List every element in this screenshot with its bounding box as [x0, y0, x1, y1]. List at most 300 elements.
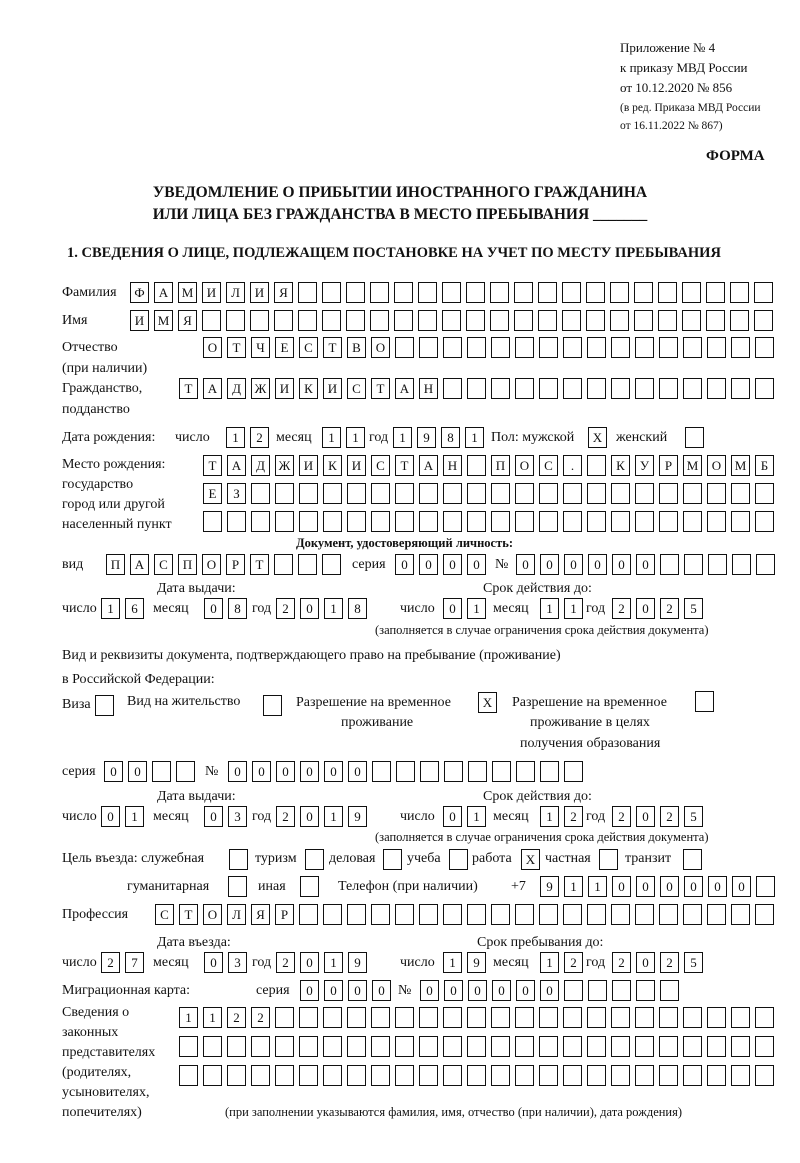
- cell[interactable]: [395, 483, 414, 504]
- cell[interactable]: Р: [275, 904, 294, 925]
- cell[interactable]: [683, 483, 702, 504]
- cell[interactable]: [563, 904, 582, 925]
- cell[interactable]: [418, 282, 437, 303]
- cell[interactable]: [251, 511, 270, 532]
- cell[interactable]: [443, 1036, 462, 1057]
- cell[interactable]: 0: [395, 554, 414, 575]
- cell[interactable]: [275, 1036, 294, 1057]
- cell[interactable]: [323, 511, 342, 532]
- cell[interactable]: [755, 337, 774, 358]
- cell[interactable]: [323, 483, 342, 504]
- residence-permit-checkbox[interactable]: [263, 695, 282, 716]
- cell[interactable]: А: [130, 554, 149, 575]
- cell[interactable]: [347, 483, 366, 504]
- cell[interactable]: [683, 1065, 702, 1086]
- cell[interactable]: А: [227, 455, 246, 476]
- cell[interactable]: [275, 483, 294, 504]
- cell[interactable]: 0: [128, 761, 147, 782]
- cell[interactable]: 0: [708, 876, 727, 897]
- cell[interactable]: С: [299, 337, 318, 358]
- cell[interactable]: [491, 904, 510, 925]
- cell[interactable]: [443, 378, 462, 399]
- cell[interactable]: [755, 904, 774, 925]
- cell[interactable]: 2: [660, 598, 679, 619]
- cell[interactable]: [274, 554, 293, 575]
- cell[interactable]: [347, 511, 366, 532]
- cell[interactable]: [515, 1007, 534, 1028]
- cell[interactable]: П: [491, 455, 510, 476]
- date-field[interactable]: [204, 598, 247, 619]
- cell[interactable]: 0: [443, 554, 462, 575]
- cell[interactable]: X: [478, 692, 497, 713]
- cell[interactable]: X: [521, 849, 540, 870]
- cell[interactable]: [695, 691, 714, 712]
- cell[interactable]: 9: [417, 427, 436, 448]
- cell[interactable]: [466, 310, 485, 331]
- cell[interactable]: О: [707, 455, 726, 476]
- surname-field[interactable]: [130, 282, 773, 303]
- cell[interactable]: Н: [443, 455, 462, 476]
- cell[interactable]: И: [347, 455, 366, 476]
- cell[interactable]: [418, 310, 437, 331]
- cell[interactable]: 2: [250, 427, 269, 448]
- cell[interactable]: М: [683, 455, 702, 476]
- cell[interactable]: 1: [346, 427, 365, 448]
- cell[interactable]: [152, 761, 171, 782]
- date-field[interactable]: [101, 952, 144, 973]
- cell[interactable]: Р: [659, 455, 678, 476]
- cell[interactable]: 0: [636, 952, 655, 973]
- cell[interactable]: 1: [540, 806, 559, 827]
- cell[interactable]: 1: [540, 952, 559, 973]
- cell[interactable]: [515, 511, 534, 532]
- cell[interactable]: [707, 1036, 726, 1057]
- cell[interactable]: [587, 337, 606, 358]
- cell[interactable]: [371, 483, 390, 504]
- cell[interactable]: 8: [441, 427, 460, 448]
- cell[interactable]: [347, 1065, 366, 1086]
- cell[interactable]: [658, 310, 677, 331]
- cell[interactable]: 0: [228, 761, 247, 782]
- cell[interactable]: [755, 483, 774, 504]
- birth-month-field[interactable]: [322, 427, 365, 448]
- date-field[interactable]: [540, 806, 583, 827]
- cell[interactable]: [756, 876, 775, 897]
- cell[interactable]: [515, 904, 534, 925]
- cell[interactable]: [539, 1065, 558, 1086]
- cell[interactable]: [611, 378, 630, 399]
- cell[interactable]: [515, 337, 534, 358]
- cell[interactable]: [420, 761, 439, 782]
- cell[interactable]: Л: [227, 904, 246, 925]
- sex-female-checkbox[interactable]: [685, 427, 704, 448]
- cell[interactable]: 0: [468, 980, 487, 1001]
- cell[interactable]: [371, 904, 390, 925]
- cell[interactable]: 0: [612, 554, 631, 575]
- cell[interactable]: 8: [348, 598, 367, 619]
- cell[interactable]: О: [371, 337, 390, 358]
- cell[interactable]: Я: [251, 904, 270, 925]
- cell[interactable]: П: [106, 554, 125, 575]
- cell[interactable]: У: [635, 455, 654, 476]
- cell[interactable]: [443, 1065, 462, 1086]
- cell[interactable]: [659, 1065, 678, 1086]
- date-field[interactable]: [540, 952, 583, 973]
- cell[interactable]: [395, 1036, 414, 1057]
- cell[interactable]: Т: [179, 904, 198, 925]
- cell[interactable]: А: [203, 378, 222, 399]
- cell[interactable]: [611, 904, 630, 925]
- cell[interactable]: [755, 378, 774, 399]
- cell[interactable]: [227, 1036, 246, 1057]
- birthplace-field-2[interactable]: [203, 483, 774, 504]
- cell[interactable]: [708, 554, 727, 575]
- purpose-tourism-checkbox[interactable]: [305, 849, 324, 870]
- cell[interactable]: 1: [467, 598, 486, 619]
- cell[interactable]: Д: [251, 455, 270, 476]
- cell[interactable]: 0: [348, 761, 367, 782]
- cell[interactable]: [395, 1065, 414, 1086]
- cell[interactable]: [274, 310, 293, 331]
- date-field[interactable]: [443, 598, 486, 619]
- cell[interactable]: И: [299, 455, 318, 476]
- cell[interactable]: 2: [660, 952, 679, 973]
- cell[interactable]: [467, 904, 486, 925]
- date-field[interactable]: [204, 806, 247, 827]
- date-field[interactable]: [276, 952, 367, 973]
- cell[interactable]: [419, 1007, 438, 1028]
- cell[interactable]: 0: [204, 806, 223, 827]
- cell[interactable]: [395, 904, 414, 925]
- cell[interactable]: [611, 1036, 630, 1057]
- cell[interactable]: [563, 378, 582, 399]
- cell[interactable]: 0: [492, 980, 511, 1001]
- cell[interactable]: [563, 511, 582, 532]
- cell[interactable]: 0: [588, 554, 607, 575]
- cell[interactable]: [515, 378, 534, 399]
- cell[interactable]: [635, 378, 654, 399]
- cell[interactable]: 0: [104, 761, 123, 782]
- cell[interactable]: [466, 282, 485, 303]
- cell[interactable]: [370, 310, 389, 331]
- cell[interactable]: 3: [228, 806, 247, 827]
- cell[interactable]: [586, 310, 605, 331]
- cell[interactable]: [707, 337, 726, 358]
- cell[interactable]: [383, 849, 402, 870]
- cell[interactable]: О: [203, 337, 222, 358]
- cell[interactable]: Я: [274, 282, 293, 303]
- cell[interactable]: 0: [443, 598, 462, 619]
- cell[interactable]: [707, 511, 726, 532]
- cell[interactable]: [660, 980, 679, 1001]
- cell[interactable]: [707, 1065, 726, 1086]
- cell[interactable]: 1: [179, 1007, 198, 1028]
- phone-field[interactable]: [540, 876, 775, 897]
- cell[interactable]: И: [250, 282, 269, 303]
- cell[interactable]: Е: [203, 483, 222, 504]
- cell[interactable]: [563, 1065, 582, 1086]
- cell[interactable]: 0: [684, 876, 703, 897]
- cell[interactable]: [540, 761, 559, 782]
- cell[interactable]: [731, 511, 750, 532]
- cell[interactable]: [491, 511, 510, 532]
- cell[interactable]: [443, 1007, 462, 1028]
- cell[interactable]: С: [347, 378, 366, 399]
- cell[interactable]: М: [178, 282, 197, 303]
- cell[interactable]: Т: [179, 378, 198, 399]
- cell[interactable]: [538, 310, 557, 331]
- cell[interactable]: 1: [101, 598, 120, 619]
- cell[interactable]: 5: [684, 806, 703, 827]
- cell[interactable]: [468, 761, 487, 782]
- cell[interactable]: X: [588, 427, 607, 448]
- purpose-humanitarian-checkbox[interactable]: [228, 876, 247, 897]
- cell[interactable]: [683, 904, 702, 925]
- cell[interactable]: [683, 849, 702, 870]
- date-field[interactable]: [101, 598, 144, 619]
- cell[interactable]: [514, 310, 533, 331]
- cell[interactable]: [202, 310, 221, 331]
- cell[interactable]: Т: [227, 337, 246, 358]
- date-field[interactable]: [276, 806, 367, 827]
- cell[interactable]: [491, 483, 510, 504]
- cell[interactable]: 0: [276, 761, 295, 782]
- purpose-business-checkbox[interactable]: [383, 849, 402, 870]
- cell[interactable]: 0: [300, 806, 319, 827]
- cell[interactable]: [731, 1036, 750, 1057]
- cell[interactable]: 1: [324, 806, 343, 827]
- cell[interactable]: [683, 511, 702, 532]
- cell[interactable]: [659, 511, 678, 532]
- cell[interactable]: 0: [443, 806, 462, 827]
- cell[interactable]: 9: [540, 876, 559, 897]
- cell[interactable]: [323, 1007, 342, 1028]
- cell[interactable]: [419, 1036, 438, 1057]
- cell[interactable]: [449, 849, 468, 870]
- cell[interactable]: [179, 1036, 198, 1057]
- cell[interactable]: [610, 282, 629, 303]
- cell[interactable]: [300, 876, 319, 897]
- id-number-field[interactable]: [516, 554, 775, 575]
- date-field[interactable]: [204, 952, 247, 973]
- cell[interactable]: [562, 282, 581, 303]
- cell[interactable]: [299, 1065, 318, 1086]
- cell[interactable]: .: [563, 455, 582, 476]
- cell[interactable]: 1: [564, 598, 583, 619]
- cell[interactable]: [467, 455, 486, 476]
- cell[interactable]: [491, 1036, 510, 1057]
- cell[interactable]: 1: [443, 952, 462, 973]
- cell[interactable]: [179, 1065, 198, 1086]
- cell[interactable]: 9: [348, 952, 367, 973]
- cell[interactable]: 1: [324, 952, 343, 973]
- cell[interactable]: [203, 1036, 222, 1057]
- cell[interactable]: [226, 310, 245, 331]
- cell[interactable]: 0: [540, 554, 559, 575]
- representatives-field-3[interactable]: [179, 1065, 774, 1086]
- cell[interactable]: [611, 483, 630, 504]
- cell[interactable]: [635, 511, 654, 532]
- cell[interactable]: [515, 483, 534, 504]
- cell[interactable]: [731, 483, 750, 504]
- cell[interactable]: [444, 761, 463, 782]
- cell[interactable]: А: [419, 455, 438, 476]
- cell[interactable]: 0: [636, 806, 655, 827]
- cell[interactable]: 2: [276, 598, 295, 619]
- cell[interactable]: [612, 980, 631, 1001]
- cell[interactable]: [564, 980, 583, 1001]
- purpose-transit-checkbox[interactable]: [683, 849, 702, 870]
- cell[interactable]: Е: [275, 337, 294, 358]
- cell[interactable]: [756, 554, 775, 575]
- cell[interactable]: [587, 455, 606, 476]
- cell[interactable]: [635, 1065, 654, 1086]
- cell[interactable]: [659, 483, 678, 504]
- date-field[interactable]: [540, 598, 583, 619]
- cell[interactable]: 0: [300, 980, 319, 1001]
- cell[interactable]: [275, 511, 294, 532]
- cell[interactable]: Ж: [275, 455, 294, 476]
- cell[interactable]: [635, 904, 654, 925]
- cell[interactable]: Т: [371, 378, 390, 399]
- cell[interactable]: [659, 1036, 678, 1057]
- cell[interactable]: [587, 904, 606, 925]
- cell[interactable]: [732, 554, 751, 575]
- cell[interactable]: [419, 1065, 438, 1086]
- cell[interactable]: 1: [322, 427, 341, 448]
- cell[interactable]: [491, 337, 510, 358]
- cell[interactable]: 0: [252, 761, 271, 782]
- purpose-work-checkbox[interactable]: [521, 849, 540, 870]
- cell[interactable]: [467, 1036, 486, 1057]
- cell[interactable]: [419, 483, 438, 504]
- cell[interactable]: 1: [588, 876, 607, 897]
- cell[interactable]: [299, 904, 318, 925]
- purpose-private-checkbox[interactable]: [599, 849, 618, 870]
- cell[interactable]: [298, 310, 317, 331]
- cell[interactable]: [298, 282, 317, 303]
- cell[interactable]: [707, 483, 726, 504]
- cell[interactable]: [263, 695, 282, 716]
- cell[interactable]: [442, 282, 461, 303]
- cell[interactable]: 1: [564, 876, 583, 897]
- cell[interactable]: [371, 1065, 390, 1086]
- temp-permit-edu-checkbox[interactable]: [695, 691, 714, 712]
- cell[interactable]: Я: [178, 310, 197, 331]
- cell[interactable]: 1: [324, 598, 343, 619]
- cell[interactable]: В: [347, 337, 366, 358]
- cell[interactable]: [322, 282, 341, 303]
- cell[interactable]: [467, 1065, 486, 1086]
- cell[interactable]: Ч: [251, 337, 270, 358]
- temp-permit-checkbox[interactable]: [478, 692, 497, 713]
- name-field[interactable]: [130, 310, 773, 331]
- cell[interactable]: А: [395, 378, 414, 399]
- cell[interactable]: 0: [444, 980, 463, 1001]
- cell[interactable]: [467, 1007, 486, 1028]
- cell[interactable]: [419, 511, 438, 532]
- sex-male-checkbox[interactable]: [588, 427, 607, 448]
- cell[interactable]: 6: [125, 598, 144, 619]
- cell[interactable]: 1: [226, 427, 245, 448]
- cell[interactable]: П: [178, 554, 197, 575]
- cell[interactable]: [635, 1036, 654, 1057]
- cell[interactable]: 2: [612, 952, 631, 973]
- id-kind-field[interactable]: [106, 554, 341, 575]
- rd-series-field[interactable]: [104, 761, 195, 782]
- cell[interactable]: [562, 310, 581, 331]
- cell[interactable]: [539, 483, 558, 504]
- cell[interactable]: [419, 337, 438, 358]
- cell[interactable]: 0: [348, 980, 367, 1001]
- cell[interactable]: [755, 511, 774, 532]
- cell[interactable]: [346, 282, 365, 303]
- cell[interactable]: [731, 1065, 750, 1086]
- cell[interactable]: [610, 310, 629, 331]
- cell[interactable]: С: [371, 455, 390, 476]
- cell[interactable]: [370, 282, 389, 303]
- cell[interactable]: [299, 1007, 318, 1028]
- cell[interactable]: [659, 904, 678, 925]
- cell[interactable]: [516, 761, 535, 782]
- cell[interactable]: 2: [227, 1007, 246, 1028]
- birth-year-field[interactable]: [393, 427, 484, 448]
- cell[interactable]: [755, 1007, 774, 1028]
- cell[interactable]: [203, 1065, 222, 1086]
- cell[interactable]: 0: [540, 980, 559, 1001]
- cell[interactable]: 0: [419, 554, 438, 575]
- cell[interactable]: М: [154, 310, 173, 331]
- cell[interactable]: Т: [250, 554, 269, 575]
- cell[interactable]: [395, 337, 414, 358]
- birthplace-field-3[interactable]: [203, 511, 774, 532]
- cell[interactable]: [442, 310, 461, 331]
- cell[interactable]: З: [227, 483, 246, 504]
- cell[interactable]: Т: [323, 337, 342, 358]
- cell[interactable]: 5: [684, 598, 703, 619]
- cell[interactable]: [443, 904, 462, 925]
- birth-day-field[interactable]: [226, 427, 269, 448]
- cell[interactable]: [754, 282, 773, 303]
- cell[interactable]: 0: [564, 554, 583, 575]
- cell[interactable]: [305, 849, 324, 870]
- cell[interactable]: С: [154, 554, 173, 575]
- cell[interactable]: 0: [324, 980, 343, 1001]
- cell[interactable]: 2: [564, 952, 583, 973]
- cell[interactable]: [443, 337, 462, 358]
- patronymic-field[interactable]: [203, 337, 774, 358]
- cell[interactable]: 3: [228, 952, 247, 973]
- cell[interactable]: [346, 310, 365, 331]
- cell[interactable]: [228, 876, 247, 897]
- id-series-field[interactable]: [395, 554, 486, 575]
- cell[interactable]: [347, 1007, 366, 1028]
- cell[interactable]: 0: [612, 876, 631, 897]
- cell[interactable]: [685, 427, 704, 448]
- cell[interactable]: Т: [395, 455, 414, 476]
- cell[interactable]: 0: [636, 554, 655, 575]
- cell[interactable]: 7: [125, 952, 144, 973]
- cell[interactable]: 0: [732, 876, 751, 897]
- cell[interactable]: [251, 483, 270, 504]
- cell[interactable]: 1: [540, 598, 559, 619]
- cell[interactable]: [394, 310, 413, 331]
- cell[interactable]: 0: [204, 598, 223, 619]
- cell[interactable]: [538, 282, 557, 303]
- date-field[interactable]: [276, 598, 367, 619]
- date-field[interactable]: [612, 806, 703, 827]
- cell[interactable]: [250, 310, 269, 331]
